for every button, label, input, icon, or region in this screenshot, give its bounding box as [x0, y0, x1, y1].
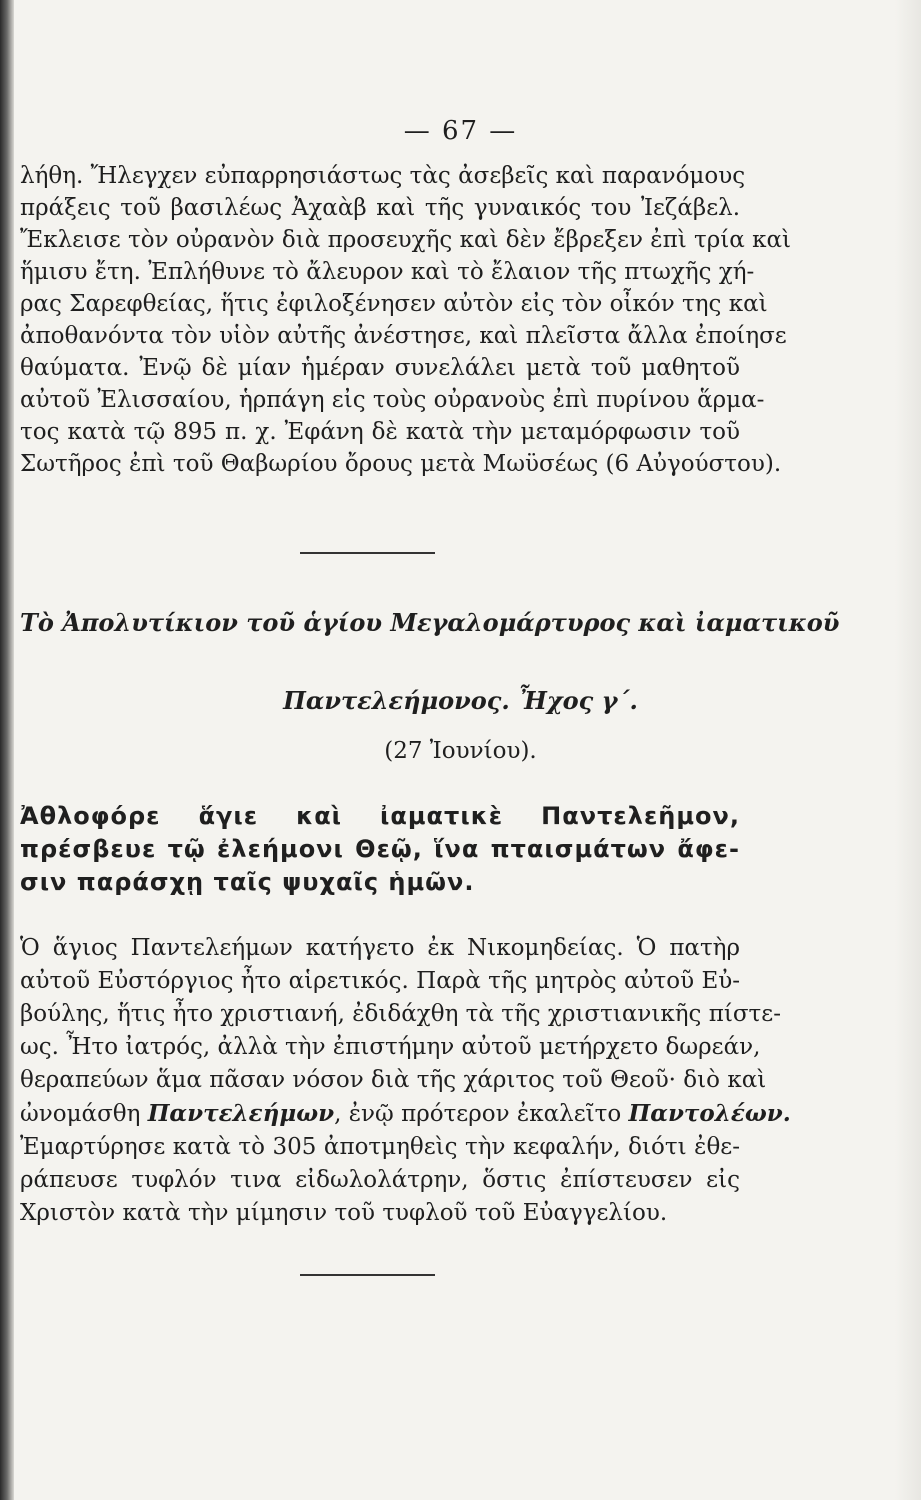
text-line: Ὁ ἅγιος Παντελεήμων κατήγετο ἐκ Νικομηδείας. Ὁ πατὴρ: [20, 935, 740, 961]
text-line: Ἔκλεισε τὸν οὐρανὸν διὰ προσευχῆς καὶ δὲν ἔβρεξεν ἐπὶ τρία καὶ: [20, 227, 792, 253]
hymn-date: (27 Ἰουνίου).: [384, 738, 537, 764]
hymn-line: σιν παράσχῃ ταῖς ψυχαῖς ἡμῶν.: [20, 868, 475, 896]
text-line: λήθη. Ἤλεγχεν εὐπαρρησιάστως τὰς ἀσεβεῖς καὶ παρανόμους: [20, 163, 746, 189]
text-line: ἀποθανόντα τὸν υἱὸν αὐτῆς ἀνέστησε, καὶ πλεῖστα ἄλλα ἐποίησε: [20, 323, 787, 349]
elijah-paragraph: [20, 160, 792, 480]
text-line: Χριστὸν κατὰ τὴν μίμησιν τοῦ τυφλοῦ τοῦ Εὐαγγελίου.: [20, 1200, 668, 1226]
hymn-line: πρέσβευε τῷ ἐλεήμονι Θεῷ, ἵνα πταισμάτων ἄφε-: [20, 835, 740, 863]
section-divider: [300, 1274, 435, 1276]
text-line: Ἐμαρτύρησε κατὰ τὸ 305 ἀποτμηθεὶς τὴν κεφαλήν, διότι ἐθε-: [20, 1134, 740, 1160]
hymn-title: Τὸ Ἀπολυτίκιον τοῦ ἁγίου Μεγαλομάρτυρος καὶ ἰαματικοῦ: [20, 608, 840, 637]
text-line: ως. Ἦτο ἰατρός, ἀλλὰ τὴν ἐπιστήμην αὐτοῦ μετήρχετο δωρεάν,: [20, 1034, 761, 1060]
text-line: ἥμισυ ἔτη. Ἐπλήθυνε τὸ ἄλευρον καὶ τὸ ἔλαιον τῆς πτωχῆς χή-: [20, 259, 755, 285]
text-line: πράξεις τοῦ βασιλέως Ἀχαὰβ καὶ τῆς γυναικός του Ἰεζάβελ.: [20, 195, 740, 221]
text-line: τος κατὰ τῷ 895 π. χ. Ἐφάνη δὲ κατὰ τὴν μεταμόρφωσιν τοῦ: [20, 419, 740, 445]
text-line: θαύματα. Ἐνῷ δὲ μίαν ἡμέραν συνελάλει μετὰ τοῦ μαθητοῦ: [20, 355, 740, 381]
text-line: βούλης, ἥτις ἦτο χριστιανή, ἐδιδάχθη τὰ τῆς χριστιανικῆς πίστε-: [20, 1001, 781, 1027]
section-divider: [300, 552, 435, 554]
text-line: ράπευσε τυφλόν τινα εἰδωλολάτρην, ὅστις ἐπίστευσεν εἰς: [20, 1167, 740, 1193]
text-line: ρας Σαρεφθείας, ἥτις ἐφιλοξένησεν αὐτὸν εἰς τὸν οἶκόν της καὶ: [20, 291, 768, 317]
hymn-text: [20, 800, 740, 899]
hymn-line: Ἀθλοφόρε ἅγιε καὶ ἰαματικὲ Παντελεῆμον,: [20, 802, 740, 830]
text-fragment: ὠνομάσθη: [20, 1101, 148, 1127]
text-line: θεραπεύων ἅμα πᾶσαν νόσον διὰ τῆς χάριτος τοῦ Θεοῦ· διὸ καὶ: [20, 1067, 767, 1093]
saint-biography: [20, 932, 791, 1230]
text-line: αὐτοῦ Εὐστόργιος ἦτο αἱρετικός. Παρὰ τῆς μητρὸς αὐτοῦ Εὐ-: [20, 968, 740, 994]
text-line: [20, 1097, 791, 1131]
saint-name-emphasis: Παντελεήμων: [147, 1100, 335, 1127]
former-name-emphasis: Παντολέων.: [628, 1100, 791, 1127]
page-number: — 67 —: [403, 116, 518, 146]
hymn-subtitle: Παντελεήμονος. Ἦχος γ΄.: [283, 686, 638, 715]
text-fragment: , ἐνῷ πρότερον ἐκαλεῖτο: [334, 1101, 629, 1127]
text-line: Σωτῆρος ἐπὶ τοῦ Θαβωρίου ὄρους μετὰ Μωϋσέως (6 Αὐγούστου).: [20, 451, 782, 477]
text-line: αὐτοῦ Ἐλισσαίου, ἡρπάγη εἰς τοὺς οὐρανοὺς ἐπὶ πυρίνου ἅρμα-: [20, 387, 765, 413]
